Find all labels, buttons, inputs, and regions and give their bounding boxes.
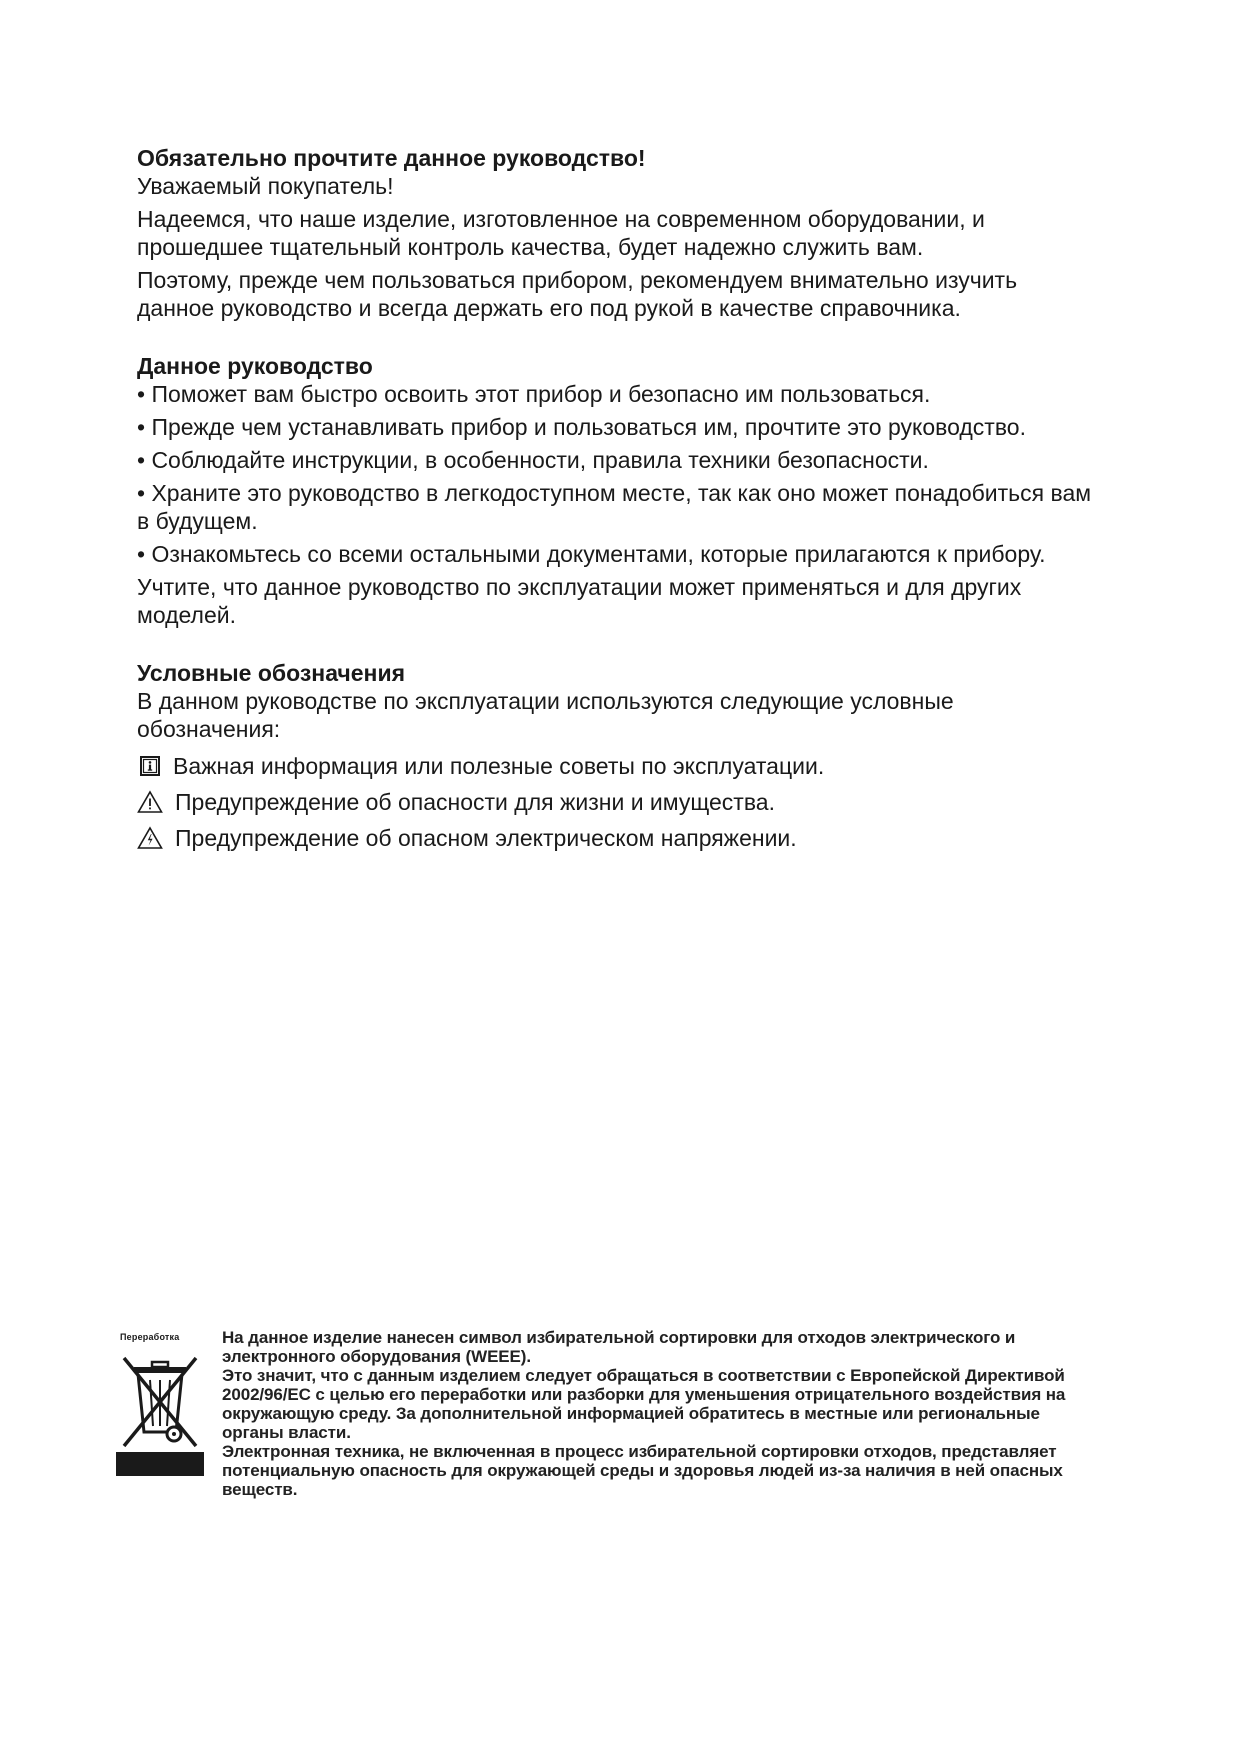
recycling-line: Это значит, что с данным изделием следует обращаться в соответствии с Европейской Директивой 2002/96/ЕС с целью его переработки или разборки для уменьшения отрицательного воздействия на окружающую среду. За дополнительной информацией обратитесь в местные или региональные органы власти.	[222, 1366, 1066, 1442]
manual-page	[137, 144, 1097, 856]
crossed-out-bin-icon	[116, 1348, 204, 1478]
intro-greeting: Уважаемый покупатель!	[137, 173, 394, 199]
manual-bullet: • Храните это руководство в легкодоступном месте, так как оно может понадобиться вам в будущем.	[137, 480, 1092, 534]
symbols-title: Условные обозначения	[137, 660, 406, 686]
recycling-notice	[116, 1328, 1096, 1512]
electrical-warning-icon	[137, 825, 163, 851]
manual-section	[137, 352, 1097, 629]
weee-logo-label: Переработка	[120, 1332, 180, 1342]
intro-section	[137, 144, 1097, 322]
symbol-legend-item	[137, 784, 1097, 820]
recycling-line: Электронная техника, не включенная в процесс избирательной сортировки отходов, представляет потенциальную опасность для окружающей среды и здоровья людей из-за наличия в ней опасных веществ.	[222, 1442, 1063, 1499]
intro-paragraph-1: Надеемся, что наше изделие, изготовленное на современном оборудовании, и прошедшее тщательный контроль качества, будет надежно служить вам.	[137, 206, 985, 260]
warning-icon	[137, 789, 163, 815]
intro-title: Обязательно прочтите данное руководство!	[137, 145, 646, 171]
manual-bullet: • Прежде чем устанавливать прибор и пользоваться им, прочтите это руководство.	[137, 414, 1026, 440]
manual-note: Учтите, что данное руководство по эксплуатации может применяться и для других моделей.	[137, 574, 1022, 628]
symbol-legend-text: Важная информация или полезные советы по эксплуатации.	[173, 753, 825, 779]
symbols-intro: В данном руководстве по эксплуатации используются следующие условные обозначения:	[137, 688, 954, 742]
info-icon	[137, 753, 163, 779]
manual-bullet: • Ознакомьтесь со всеми остальными документами, которые прилагаются к прибору.	[137, 541, 1046, 567]
manual-bullet: • Поможет вам быстро освоить этот прибор и безопасно им пользоваться.	[137, 381, 931, 407]
symbol-legend-text: Предупреждение об опасном электрическом напряжении.	[175, 825, 797, 851]
manual-bullet: • Соблюдайте инструкции, в особенности, правила техники безопасности.	[137, 447, 929, 473]
recycling-text	[222, 1328, 1092, 1499]
symbols-section	[137, 659, 1097, 856]
weee-logo	[116, 1332, 204, 1483]
intro-paragraph-2: Поэтому, прежде чем пользоваться прибором, рекомендуем внимательно изучить данное руководство и всегда держать его под рукой в качестве справочника.	[137, 267, 1018, 321]
symbol-legend-item	[137, 820, 1097, 856]
symbol-legend-text: Предупреждение об опасности для жизни и имущества.	[175, 789, 775, 815]
symbol-legend-item	[137, 748, 1097, 784]
recycling-line: На данное изделие нанесен символ избирательной сортировки для отходов электрического и электронного оборудования (WEEE).	[222, 1328, 1016, 1366]
manual-title: Данное руководство	[137, 353, 373, 379]
